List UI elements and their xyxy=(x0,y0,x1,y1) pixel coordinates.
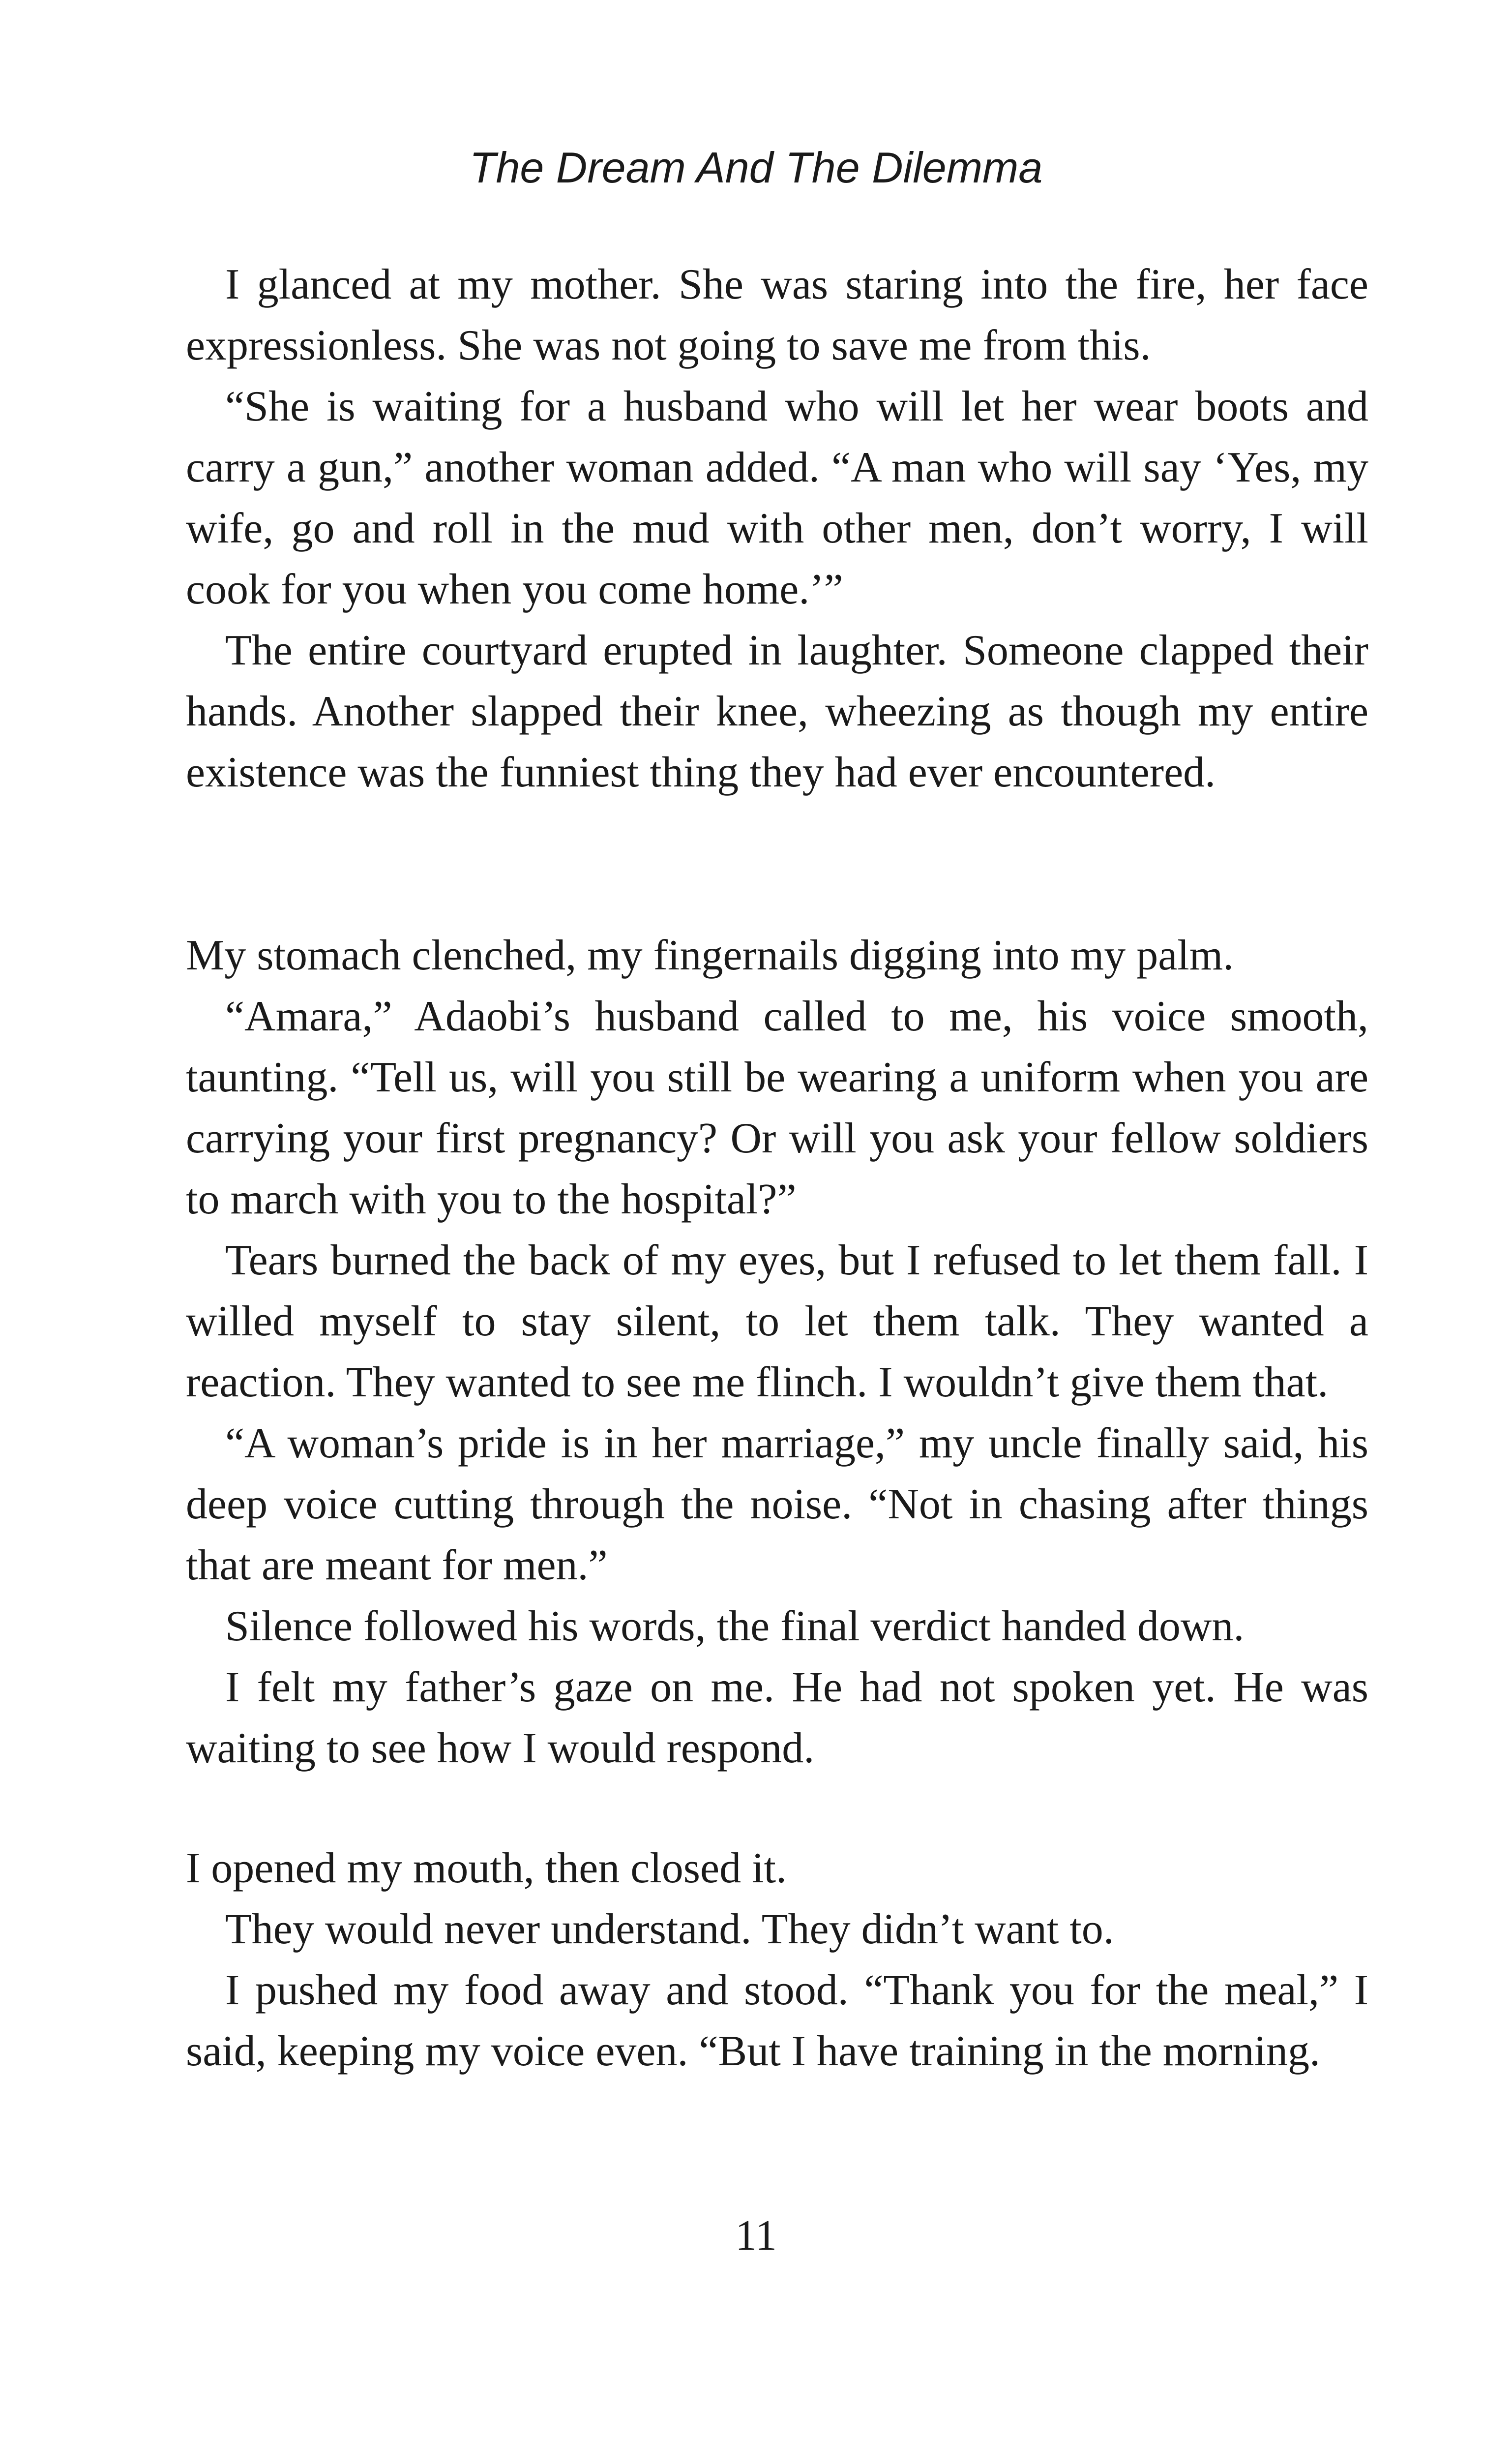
paragraph: I glanced at my mother. She was staring into the fire, her face expressionless. She was not going to save me from this. xyxy=(186,261,1368,369)
running-header-title: The Dream And The Dilemma xyxy=(469,143,1043,192)
text-section-1 xyxy=(186,254,1368,803)
text-section-3 xyxy=(186,1838,1368,2082)
paragraph: My stomach clenched, my fingernails digging into my palm. xyxy=(186,932,1234,979)
paragraph: I pushed my food away and stood. “Thank you for the meal,” I said, keeping my voice even. “But I have training in the morning. xyxy=(186,1966,1368,2075)
paragraph: “A woman’s pride is in her marriage,” my uncle finally said, his deep voice cutting through the noise. “Not in chasing after things that are meant for men.” xyxy=(186,1419,1368,1589)
paragraph: The entire courtyard erupted in laughter. Someone clapped their hands. Another slapped their knee, wheezing as though my entire existence was the funniest thing they had ever encountered. xyxy=(186,627,1368,796)
paragraph: I felt my father’s gaze on me. He had not spoken yet. He was waiting to see how I would respond. xyxy=(186,1663,1368,1772)
paragraph: Tears burned the back of my eyes, but I refused to let them fall. I willed myself to stay silent, to let them talk. They wanted a reaction. They wanted to see me flinch. I wouldn’t give them that. xyxy=(186,1237,1368,1406)
paragraph: “She is waiting for a husband who will let her wear boots and carry a gun,” another woman added. “A man who will say ‘Yes, my wife, go and roll in the mud with other men, don’t worry, I will cook for you when you come home.’” xyxy=(186,383,1368,613)
paragraph: Silence followed his words, the final verdict handed down. xyxy=(225,1602,1245,1650)
page-number: 11 xyxy=(735,2212,777,2260)
paragraph: I opened my mouth, then closed it. xyxy=(186,1844,787,1892)
paragraph: They would never understand. They didn’t want to. xyxy=(225,1905,1114,1953)
text-section-2 xyxy=(186,925,1368,1779)
paragraph: “Amara,” Adaobi’s husband called to me, his voice smooth, taunting. “Tell us, will you still be wearing a uniform when you are carrying your first pregnancy? Or will you ask your fellow soldiers to march with you to the hospital?” xyxy=(186,993,1368,1223)
